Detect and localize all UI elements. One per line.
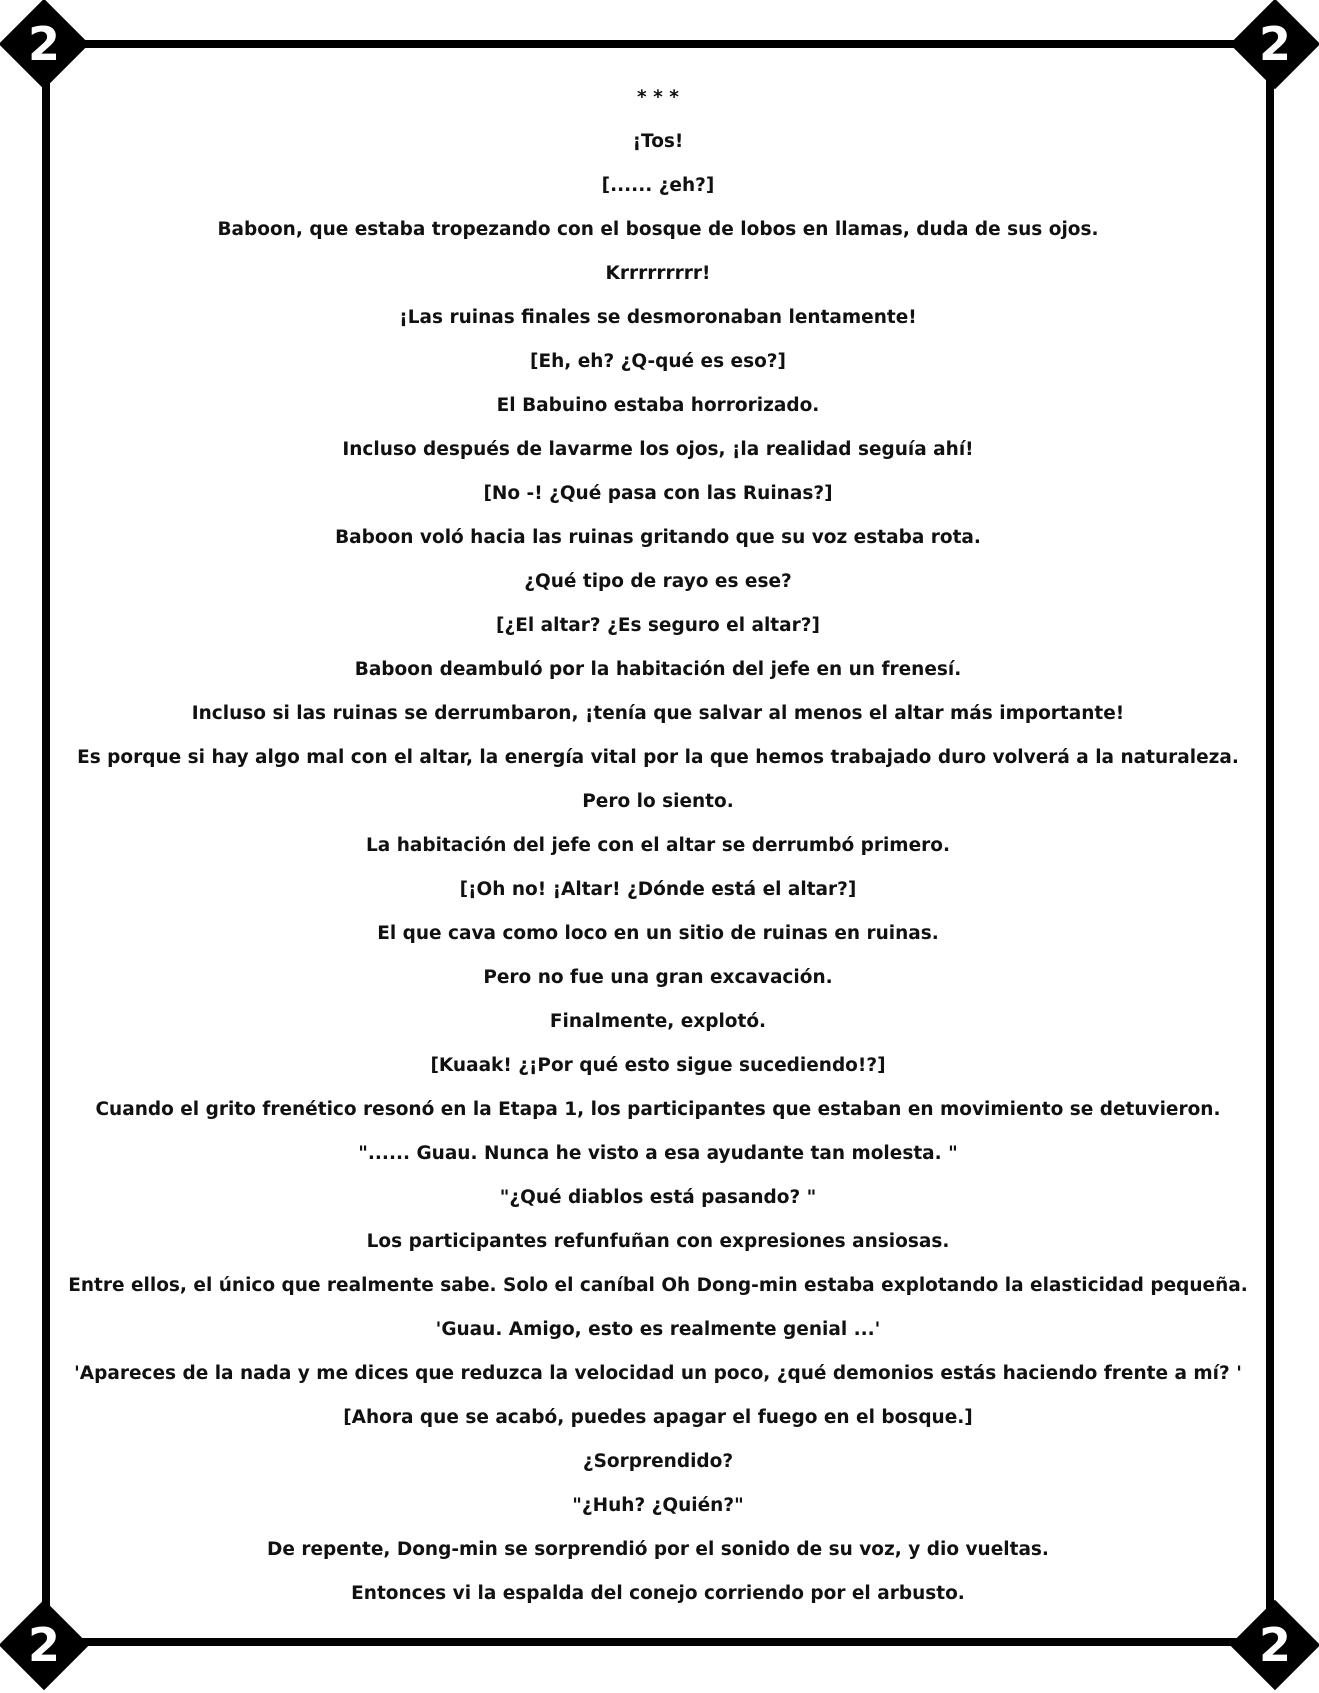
text-line: Incluso después de lavarme los ojos, ¡la realidad seguía ahí!: [342, 439, 974, 460]
corner-number: 2: [27, 17, 60, 71]
text-line: Baboon, que estaba tropezando con el bosque de lobos en llamas, duda de sus ojos.: [217, 219, 1099, 240]
text-line: 'Apareces de la nada y me dices que reduzca la velocidad un poco, ¿qué demonios estás haciendo frente a mí? ': [74, 1363, 1242, 1384]
text-line: [No -! ¿Qué pasa con las Ruinas?]: [483, 483, 833, 504]
text-line: 'Guau. Amigo, esto es realmente genial ...': [435, 1319, 881, 1340]
text-line: "¿Qué diablos está pasando? ": [499, 1187, 817, 1208]
text-line: "¿Huh? ¿Quién?": [572, 1495, 744, 1516]
story-text: [60, 76, 1256, 1616]
text-line: [¡Oh no! ¡Altar! ¿Dónde está el altar?]: [459, 879, 857, 900]
text-line: Baboon voló hacia las ruinas gritando que su voz estaba rota.: [335, 527, 981, 548]
text-line: "...... Guau. Nunca he visto a esa ayudante tan molesta. ": [358, 1143, 958, 1164]
text-line: ¡Tos!: [632, 131, 684, 152]
text-line: Finalmente, explotó.: [549, 1011, 767, 1032]
text-line: El Babuino estaba horrorizado.: [496, 395, 820, 416]
text-line: [...... ¿eh?]: [601, 175, 715, 196]
text-line: Los participantes refunfuñan con expresiones ansiosas.: [366, 1231, 950, 1252]
text-line: Entonces vi la espalda del conejo corriendo por el arbusto.: [351, 1583, 965, 1604]
corner-number: 2: [1258, 1618, 1291, 1672]
text-line: Baboon deambuló por la habitación del jefe en un frenesí.: [354, 659, 962, 680]
corner-number: 2: [1258, 17, 1291, 71]
text-line: [¿El altar? ¿Es seguro el altar?]: [496, 615, 820, 636]
text-line: ¡Las ruinas finales se desmoronaban lentamente!: [399, 307, 917, 328]
corner-number: 2: [27, 1618, 60, 1672]
text-line: De repente, Dong-min se sorprendió por el sonido de su voz, y dio vueltas.: [267, 1539, 1049, 1560]
text-line: Cuando el grito frenético resonó en la Etapa 1, los participantes que estaban en movimiento se detuvieron.: [95, 1099, 1221, 1120]
text-line: ¿Qué tipo de rayo es ese?: [524, 571, 792, 592]
text-line: * * *: [637, 87, 679, 108]
text-line: [Eh, eh? ¿Q-qué es eso?]: [530, 351, 786, 372]
text-line: [Ahora que se acabó, puedes apagar el fuego en el bosque.]: [343, 1407, 973, 1428]
text-line: Pero no fue una gran excavación.: [483, 967, 833, 988]
text-line: ¿Sorprendido?: [582, 1451, 734, 1472]
text-line: Krrrrrrrrr!: [605, 263, 711, 284]
text-line: La habitación del jefe con el altar se derrumbó primero.: [365, 835, 950, 856]
text-line: [Kuaak! ¿¡Por qué esto sigue sucediendo!?]: [430, 1055, 886, 1076]
text-line: El que cava como loco en un sitio de ruinas en ruinas.: [377, 923, 939, 944]
text-line: Entre ellos, el único que realmente sabe. Solo el caníbal Oh Dong-min estaba explotando la elasticidad pequeña.: [68, 1275, 1248, 1296]
text-line: Es porque si hay algo mal con el altar, la energía vital por la que hemos trabajado duro volverá a la naturaleza.: [77, 747, 1239, 768]
text-line: Incluso si las ruinas se derrumbaron, ¡tenía que salvar al menos el altar más importante!: [191, 703, 1125, 724]
text-line: Pero lo siento.: [582, 791, 734, 812]
